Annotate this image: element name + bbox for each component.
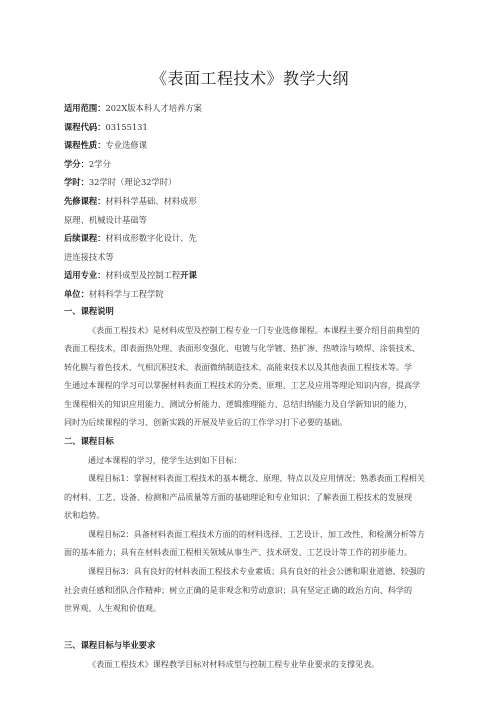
credits-line — [64, 155, 444, 174]
course-info-block — [64, 99, 444, 304]
section-course-objectives — [64, 432, 444, 618]
follow-up-courses-continued-line — [64, 248, 444, 267]
meta-label: 适用专业： — [64, 270, 106, 281]
paragraph-line: 状和趋势。 — [64, 510, 105, 521]
paragraph-line: 课程目标2：具备材料表面工程技术方面的的材料选择、工艺设计、加工改性、和检测分析等方 — [88, 528, 425, 539]
prerequisites-line — [64, 192, 444, 211]
meta-value: 材料科学与工程学院 — [88, 288, 164, 299]
meta-suffix: 开课 — [180, 270, 197, 281]
meta-value: 2学分 — [88, 158, 111, 169]
meta-value: 原理、机械设计基础等 — [64, 214, 147, 225]
paragraph-line: 面的基本能力；具有在材料表面工程相关领域从事生产、技术研发、工艺设计等工作的初步能力。 — [64, 547, 413, 558]
prerequisites-continued-line — [64, 211, 444, 230]
meta-value: 03155131 — [105, 121, 148, 132]
meta-label: 学分： — [64, 158, 89, 169]
paragraph-line: 通过本课程的学习，使学生达到如下目标： — [88, 454, 242, 465]
section-objectives-requirements — [64, 636, 444, 673]
course-code-line — [64, 118, 444, 137]
meta-label: 课程性质： — [64, 140, 106, 151]
paragraph-line: 社会责任感和团队合作精神；树立正确的是非观念和劳动意识；具有坚定正确的政治方向、科学的 — [64, 584, 413, 595]
major-line — [64, 266, 444, 285]
department-line — [64, 285, 444, 304]
meta-value: 32学时（理论32学时） — [88, 177, 177, 188]
meta-value: 材料成型及控制工程 — [105, 270, 181, 281]
meta-label: 先修课程： — [64, 195, 106, 206]
scope-line — [64, 99, 444, 118]
paragraph-line: 表面工程技术，即表面热处理、表面形变强化、电镀与化学镀、热扩渗、热喷涂与喷焊、涂装技术、 — [64, 343, 421, 354]
meta-value: 进连接技术等 — [64, 251, 114, 262]
paragraph-line: 生通过本课程的学习可以掌握材料表面工程技术的分类、原理、工艺及应用等理论知识内容，提高学 — [64, 380, 421, 391]
paragraph-line: 同时为后续课程的学习、创新实践的开展及毕业后的工作学习打下必要的基础。 — [64, 417, 348, 428]
section-heading: 三、课程目标与毕业要求 — [64, 640, 156, 650]
paragraph-line: 《表面工程技术》课程教学目标对材料成型与控制工程专业毕业要求的支撑见表。 — [88, 658, 380, 669]
hours-line — [64, 173, 444, 192]
meta-label: 单位： — [64, 288, 89, 299]
paragraph-line: 《表面工程技术》是材料成型及控制工程专业一门专业选修课程。本课程主要介绍目前典型的 — [88, 324, 420, 335]
course-type-line — [64, 136, 444, 155]
section-course-description — [64, 302, 444, 432]
meta-label: 学时： — [64, 177, 89, 188]
meta-value: 202X版本科人才培养方案 — [105, 103, 202, 113]
paragraph-line: 课程目标1：掌握材料表面工程技术的基本概念、原理、特点以及应用情况；熟悉表面工程相关 — [88, 473, 425, 484]
meta-value: 材料成形数字化设计、先 — [105, 233, 197, 244]
paragraph-line: 生课程相关的知识应用能力、测试分析能力、逻辑推理能力、总结归纳能力及自学新知识的能力， — [64, 398, 413, 409]
paragraph-line: 课程目标3：具有良好的材料表面工程技术专业素质；具有良好的社会公德和职业道德、较强的 — [88, 566, 425, 577]
paragraph-line: 世界观、人生观和价值观。 — [64, 603, 162, 614]
meta-value: 材料科学基础、材料成形 — [105, 195, 197, 206]
meta-label: 课程代码： — [64, 121, 106, 132]
section-heading: 一、课程说明 — [64, 306, 114, 316]
paragraph-line: 的材料、工艺、设备、检测和产品质量等方面的基础理论和专业知识；了解表面工程技术的发展现 — [64, 491, 413, 502]
meta-label: 适用范围： — [64, 103, 106, 113]
paragraph-line: 转化膜与着色技术、气相沉积技术、表面微纳制造技术、高能束技术以及其他表面工程技术等。学 — [64, 361, 413, 372]
meta-value: 专业选修课 — [105, 140, 147, 151]
follow-up-courses-line — [64, 229, 444, 248]
meta-label: 后续课程： — [64, 233, 106, 244]
document-title: 《表面工程技术》教学大纲 — [150, 69, 349, 88]
section-heading: 二、课程目标 — [64, 436, 114, 446]
